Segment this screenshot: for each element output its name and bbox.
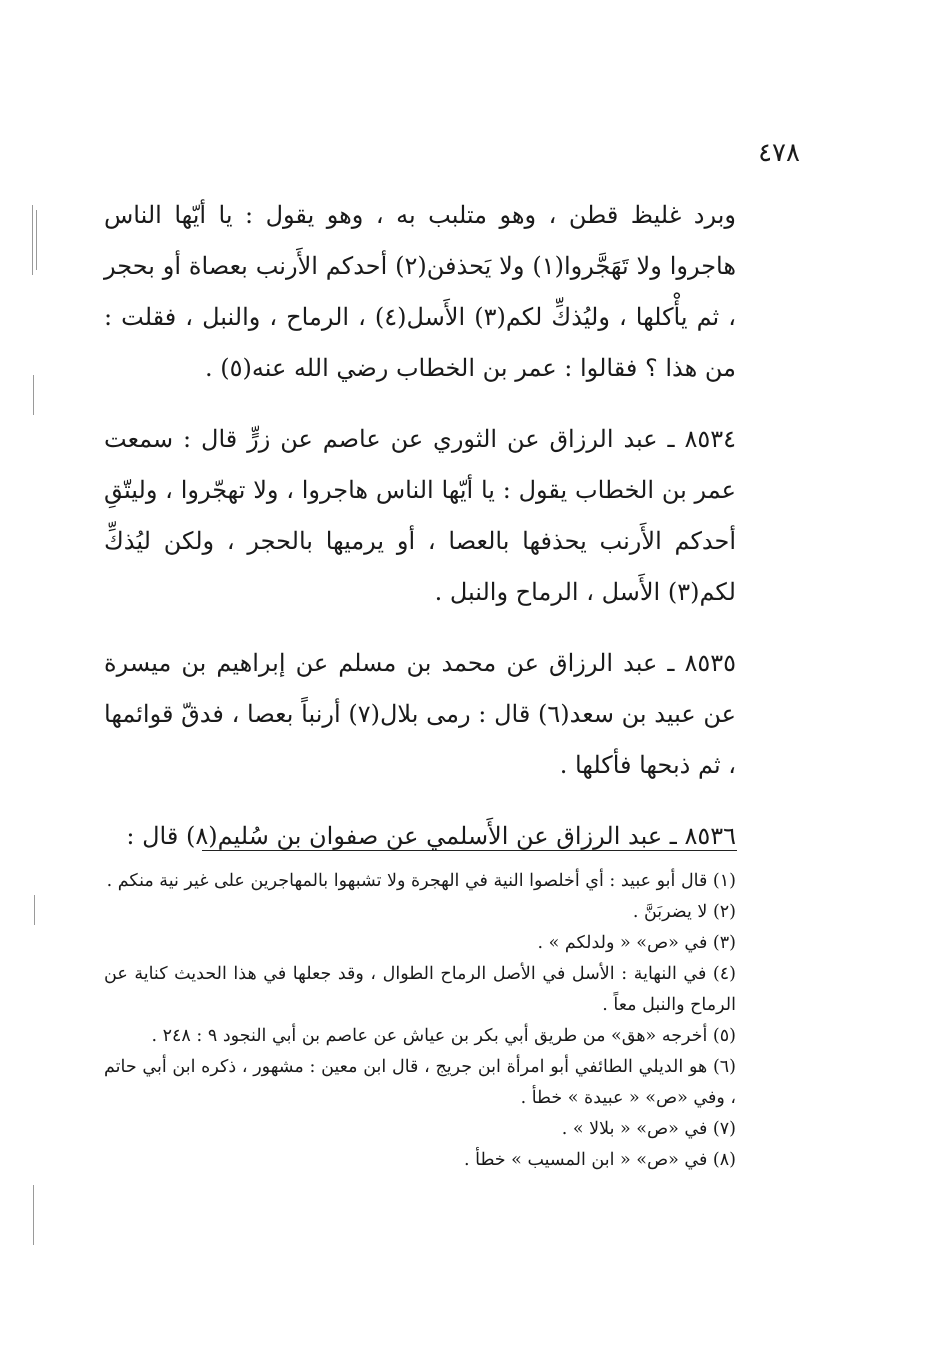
- paragraph-8536: ٨٥٣٦ ـ عبد الرزاق عن الأَسلمي عن صفوان بن سُليم(٨) قال :: [126, 822, 736, 850]
- footnote-8: (٨) في «ص» « ابن المسيب » خطأ .: [463, 1150, 736, 1170]
- paragraph-8535: ٨٥٣٥ ـ عبد الرزاق عن محمد بن مسلم عن إبراهيم بن ميسرة عن عبيد بن سعد(٦) قال : رمى بلال(٧) أرنباً بعصا ، فدقّ قوائمها ، ثم ذبحها فأكلها .: [104, 649, 737, 779]
- footnote-2: (٢) لا يضربَنَّ .: [632, 902, 736, 922]
- footnote-divider: [202, 850, 737, 851]
- footnote-6: (٦) هو الديلي الطائفي أبو امرأة ابن جريج ، قال ابن معين : مشهور ، ذكره ابن أبي حاتم ، وفي «ص» « عبيدة » خطأ .: [104, 1057, 736, 1108]
- footnote-3: (٣) في «ص» « ولدلكم » .: [537, 933, 736, 953]
- paragraph-8534: ٨٥٣٤ ـ عبد الرزاق عن الثوري عن عاصم عن زرٍّ قال : سمعت عمر بن الخطاب يقول : يا أيّها الناس هاجروا ، ولا تهجّروا ، وليتّقِ أحدكم الأَرنب يحذفها بالعصا ، أو يرميها بالحجر ، ولكن ليُذكِّ لكم(٣) الأَسل ، الرماح والنبل .: [104, 425, 736, 606]
- margin-scan-mark: [32, 205, 33, 275]
- body-text: [104, 190, 736, 882]
- page-number: ٤٧٨: [758, 138, 800, 168]
- footnote-1: (١) قال أبو عبيد : أي أخلصوا النية في الهجرة ولا تشبهوا بالمهاجرين على غير نية منكم .: [106, 871, 736, 891]
- margin-scan-mark: [33, 1185, 34, 1245]
- margin-scan-mark: [34, 895, 35, 925]
- footnote-4: (٤) في النهاية : الأسل في الأصل الرماح الطوال ، وقد جعلها في هذا الحديث كناية عن الرماح والنبل معاً .: [104, 964, 736, 1015]
- margin-scan-mark: [33, 375, 34, 415]
- margin-scan-mark: [36, 210, 37, 270]
- paragraph-continuation: وبرد غليظ قطن ، وهو متلبب به ، وهو يقول : يا أيّها الناس هاجروا ولا تَهَجَّروا(١) ولا يَحذفن(٢) أحدكم الأَرنب بعصاة أو بحجر ، ثم يأْكلها ، وليُذكِّ لكم(٣) الأَسل(٤) ، الرماح ، والنبل ، فقلت : من هذا ؟ فقالوا : عمر بن الخطاب رضي الله عنه(٥) .: [104, 201, 737, 382]
- footnote-7: (٧) في «ص» « بلالا » .: [561, 1119, 736, 1139]
- footnotes: [104, 866, 736, 1176]
- footnote-5: (٥) أخرجه «هق» من طريق أبي بكر بن عياش عن عاصم بن أبي النجود ٩ : ٢٤٨ .: [151, 1026, 736, 1046]
